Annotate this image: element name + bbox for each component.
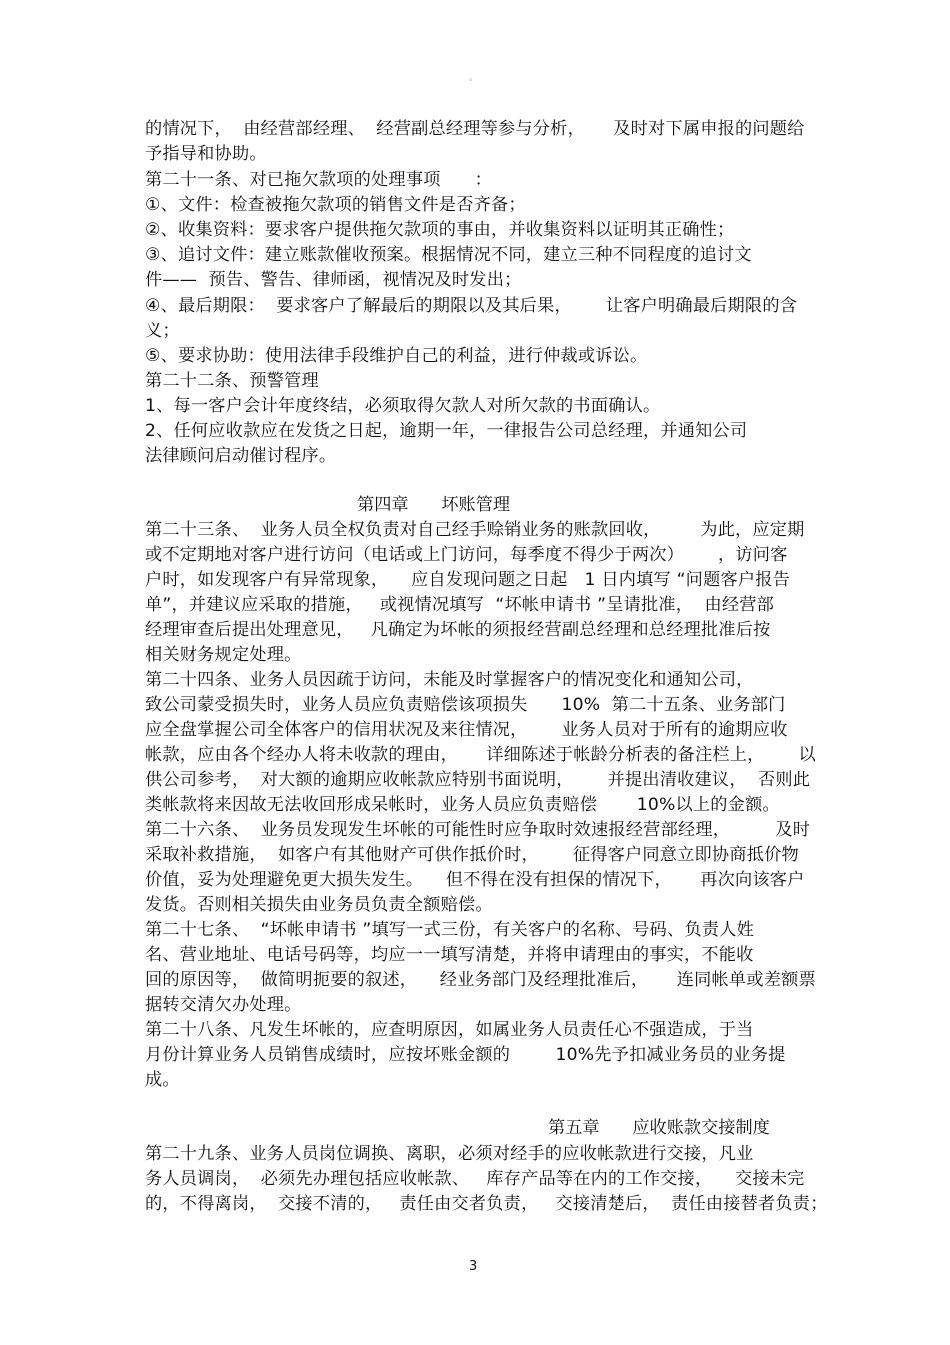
text-line: ②、收集资料：要求客户提供拖欠款项的事由，并收集资料以证明其正确性；: [145, 220, 735, 240]
page-number: 3: [469, 1259, 478, 1274]
text-line: 户时，如发现客户有异常现象， 应自发现问题之日起 1 日内填写 “问题客户报告: [145, 570, 791, 590]
text-line: 予指导和协助。: [145, 144, 267, 164]
text-line: 的，不得离岗， 交接不清的， 责任由交者负责， 交接清楚后， 责任由接替者负责；: [145, 1194, 828, 1214]
text-line: 帐款，应由各个经办人将未收款的理由， 详细陈述于帐龄分析表的备注栏上， 以: [145, 745, 816, 765]
text-line: 名、营业地址、电话号码等，均应一一填写清楚，并将申请理由的事实，不能收: [145, 945, 754, 965]
text-line: 第二十九条、业务人员岗位调换、离职，必须对经手的应收帐款进行交接，凡业: [145, 1144, 754, 1164]
text-line: 第二十三条、 业务人员全权负责对自己经手赊销业务的账款回收， 为此，应定期: [145, 520, 805, 540]
text-line: 采取补救措施， 如客户有其他财产可供作抵价时， 征得客户同意立即协商抵价物: [145, 845, 799, 865]
header-mark: 。: [469, 73, 479, 83]
text-line: 或不定期地对客户进行访问（电话或上门访问，每季度不得少于两次） ，访问客: [145, 545, 788, 565]
text-line: 第二十四条、业务人员因疏于访问，未能及时掌握客户的情况变化和通知公司，: [145, 670, 754, 690]
text-line: 第二十七条、 “坏帐申请书 ”填写一式三份，有关客户的名称、号码、负责人姓: [145, 920, 754, 940]
text-line: 的情况下， 由经营部经理、 经营副总经理等参与分析， 及时对下属申报的问题给: [145, 119, 805, 139]
text-line: 回的原因等， 做简明扼要的叙述， 经业务部门及经理批准后， 连同帐单或差额票: [145, 970, 816, 990]
text-line: 单”，并建议应采取的措施， 或视情况填写 “坏帐申请书 ”呈请批准， 由经营部: [145, 595, 775, 615]
text-line: ④、最后期限： 要求客户了解最后的期限以及其后果， 让客户明确最后期限的含: [145, 296, 798, 316]
text-line: 应全盘掌握公司全体客户的信用状况及来往情况， 业务人员对于所有的逾期应收: [145, 720, 788, 740]
text-line: 据转交清欠办处理。: [145, 995, 302, 1015]
text-line: 类帐款将来因故无法收回形成呆帐时，业务人员应负责赔偿 10%以上的金额。: [145, 795, 780, 815]
text-line: 价值，妥为处理避免更大损失发生。 但不得在没有担保的情况下， 再次向该客户: [145, 870, 805, 890]
text-line: 致公司蒙受损失时，业务人员应负责赔偿该项损失 10% 第二十五条、业务部门: [145, 695, 786, 715]
text-line: 月份计算业务人员销售成绩时，应按坏账金额的 10%先予扣减业务员的业务提: [145, 1045, 786, 1065]
text-line: 务人员调岗， 必须先办理包括应收帐款、 库存产品等在内的工作交接， 交接未完: [145, 1169, 805, 1189]
text-line: 第二十二条、预警管理: [145, 371, 319, 391]
text-line: 成。: [145, 1070, 180, 1090]
text-line: 经理审查后提出处理意见， 凡确定为坏帐的须报经营副总经理和总经理批准后按: [145, 620, 771, 640]
text-line: ③、追讨文件：建立账款催收预案。根据情况不同，建立三种不同程度的追讨文: [145, 245, 752, 265]
text-line: ⑤、要求协助：使用法律手段维护自己的利益，进行仲裁或诉讼。: [145, 346, 648, 366]
text-line: 义；: [145, 321, 180, 341]
text-line: ①、文件：检查被拖欠款项的销售文件是否齐备；: [145, 195, 526, 215]
text-line: 1、每一客户会计年度终结，必须取得欠款人对所欠款的书面确认。: [145, 396, 661, 416]
text-line: 供公司参考， 对大额的逾期应收帐款应特别书面说明， 并提出清收建议， 否则此: [145, 770, 811, 790]
text-line: 件—— 预告、警告、律师函，视情况及时发出；: [145, 270, 522, 290]
text-line: 第二十六条、 业务员发现发生坏帐的可能性时应争取时效速报经营部经理， 及时: [145, 820, 811, 840]
text-line: 法律顾问启动催讨程序。: [145, 446, 337, 466]
text-line: 第二十一条、对已拖欠款项的处理事项 ：: [145, 170, 492, 190]
text-line: 相关财务规定处理。: [145, 645, 302, 665]
text-line: 第二十八条、凡发生坏帐的，应查明原因，如属业务人员责任心不强造成，于当: [145, 1020, 754, 1040]
chapter-heading: 第四章 坏账管理: [357, 495, 511, 515]
text-line: 2、任何应收款应在发货之日起，逾期一年，一律报告公司总经理，并通知公司: [145, 421, 748, 441]
text-line: 发货。否则相关损失由业务员负责全额赔偿。: [145, 895, 493, 915]
chapter-heading: 第五章 应收账款交接制度: [548, 1118, 770, 1138]
